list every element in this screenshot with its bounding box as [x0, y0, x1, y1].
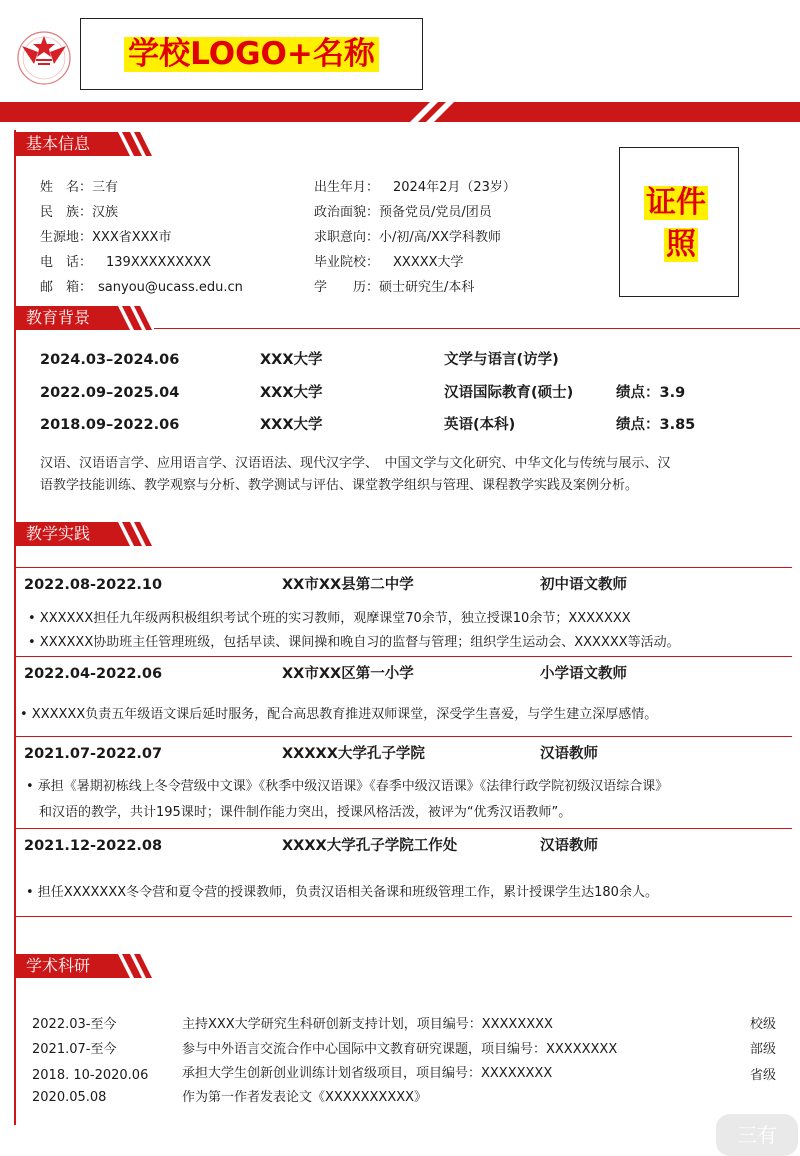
- degree-label: 学 历：: [314, 280, 380, 295]
- political-value: 预备党员/党员/团员: [379, 205, 492, 220]
- header-stripes-icon: [106, 132, 166, 156]
- practice-bullet: • XXXXXX协助班主任管理班级，包括早读、课间操和晚自习的监督与管理；组织学生运动会、XXXXXX等活动。: [28, 635, 680, 650]
- research-period: 2022.03-至今: [32, 1017, 117, 1032]
- research-desc: 主持XXX大学研究生科研创新支持计划，项目编号：XXXXXXXX: [182, 1017, 553, 1032]
- id-photo-placeholder: [619, 147, 739, 297]
- practice-bullet: • XXXXXX担任九年级两积极组织考试个班的实习教师，观摩课堂70余节，独立授课10余节；XXXXXXX: [28, 611, 631, 626]
- header-stripes-icon: [106, 306, 166, 330]
- research-period: 2020.05.08: [32, 1090, 107, 1105]
- practice-org: XXXXX大学孔子学院: [282, 746, 425, 762]
- photo-text-line2: 照: [666, 227, 696, 262]
- ethnicity-label: 民 族：: [40, 205, 93, 220]
- header-stripes-icon: [106, 522, 166, 546]
- practice-role: 小学语文教师: [540, 666, 627, 682]
- research-desc: 承担大学生创新创业训练计划省级项目，项目编号：XXXXXXXX: [182, 1066, 553, 1081]
- practice-bullet: • 承担《暑期初栋线上冬令营级中文课》《秋季中级汉语课》《春季中级汉语课》《法律行政学院初级汉语综合课》: [26, 779, 669, 794]
- name-value: 三有: [92, 180, 119, 195]
- courses-paragraph: [40, 453, 790, 497]
- email-label: 邮 箱：: [40, 280, 93, 295]
- birth-label: 出生年月：: [314, 180, 380, 195]
- research-desc: 作为第一作者发表论文《XXXXXXXXXX》: [182, 1090, 428, 1105]
- research-level: 部级: [750, 1042, 777, 1057]
- ethnicity-value: 汉族: [92, 205, 119, 220]
- practice-role: 汉语教师: [540, 838, 598, 854]
- top-banner-bar: [0, 102, 800, 122]
- edu-major: 文学与语言(访学): [444, 352, 559, 368]
- edu-major: 英语(本科): [444, 417, 516, 433]
- practice-bullet: • XXXXXX负责五年级语文课后延时服务，配合高思教育推进双师课堂，深受学生喜爱，与学生建立深厚感情。: [20, 707, 658, 722]
- birth-value: 2024年2月（23岁）: [393, 180, 516, 195]
- practice-org: XX市XX县第二中学: [282, 577, 414, 593]
- origin-value: XXX省XXX市: [92, 230, 172, 245]
- research-period: 2021.07-至今: [32, 1042, 117, 1057]
- research-level: 校级: [750, 1017, 777, 1032]
- practice-period: 2022.04-2022.06: [24, 666, 163, 682]
- section-title-research: 学术科研: [14, 954, 118, 978]
- phone-value: 139XXXXXXXXX: [106, 255, 211, 270]
- practice-role: 初中语文教师: [540, 577, 627, 593]
- edu-period: 2024.03–2024.06: [40, 352, 180, 368]
- logo-placeholder-box: [80, 18, 423, 90]
- photo-text-line1: 证件: [646, 185, 706, 220]
- section-title-basic: 基本信息: [14, 132, 118, 156]
- school-emblem-icon: [16, 28, 72, 90]
- email-value: sanyou@ucass.edu.cn: [98, 280, 243, 295]
- edu-gpa: 绩点：3.9: [616, 385, 686, 401]
- research-period: 2018. 10-2020.06: [32, 1068, 149, 1083]
- practice-period: 2022.08-2022.10: [24, 577, 163, 593]
- practice-bullet: 和汉语的教学，共计195课时；课件制作能力突出，授课风格活泼，被评为“优秀汉语教师”。: [26, 805, 572, 820]
- item-divider: [14, 656, 792, 657]
- origin-label: 生源地：: [40, 230, 93, 245]
- practice-role: 汉语教师: [540, 746, 598, 762]
- watermark-badge: 三有: [716, 1114, 798, 1156]
- edu-gpa: 绩点：3.85: [616, 417, 696, 433]
- logo-placeholder-text: 学校LOGO+名称: [124, 37, 379, 72]
- practice-bullet: • 担任XXXXXXX冬令营和夏令营的授课教师，负责汉语相关备课和班级管理工作，累计授课学生达180余人。: [26, 885, 658, 900]
- edu-period: 2022.09–2025.04: [40, 385, 180, 401]
- item-divider: [14, 736, 792, 737]
- name-label: 姓 名：: [40, 180, 93, 195]
- research-level: 省级: [750, 1068, 777, 1083]
- section-title-practice: 教学实践: [14, 522, 118, 546]
- edu-major: 汉语国际教育(硕士): [444, 385, 574, 401]
- section-rule: [154, 328, 800, 329]
- job-intent-label: 求职意向：: [314, 230, 380, 245]
- edu-period: 2018.09–2022.06: [40, 417, 180, 433]
- research-desc: 参与中外语言交流合作中心国际中文教育研究课题，项目编号：XXXXXXXX: [182, 1042, 618, 1057]
- practice-period: 2021.07-2022.07: [24, 746, 163, 762]
- item-divider: [14, 916, 792, 917]
- edu-school: XXX大学: [260, 352, 323, 368]
- courses-line: 语教学技能训练、教学观察与分析、教学测试与评估、课堂教学组织与管理、课程教学实践及案例分析。: [40, 478, 639, 493]
- graduate-school-label: 毕业院校：: [314, 255, 380, 270]
- courses-line: 汉语、汉语语言学、应用语言学、汉语语法、现代汉字学、 中国文学与文化研究、中华文化与传统与展示、汉: [40, 456, 671, 471]
- practice-org: XXXX大学孔子学院工作处: [282, 838, 458, 854]
- section-title-education: 教育背景: [14, 306, 118, 330]
- practice-period: 2021.12-2022.08: [24, 838, 163, 854]
- job-intent-value: 小/初/高/XX学科教师: [379, 230, 501, 245]
- header-stripes-icon: [106, 954, 166, 978]
- edu-school: XXX大学: [260, 385, 323, 401]
- phone-label: 电 话：: [40, 255, 93, 270]
- practice-org: XX市XX区第一小学: [282, 666, 414, 682]
- political-label: 政治面貌：: [314, 205, 380, 220]
- graduate-school-value: XXXXX大学: [393, 255, 464, 270]
- edu-school: XXX大学: [260, 417, 323, 433]
- item-divider: [14, 828, 792, 829]
- section-rule: [14, 567, 792, 568]
- degree-value: 硕士研究生/本科: [379, 280, 475, 295]
